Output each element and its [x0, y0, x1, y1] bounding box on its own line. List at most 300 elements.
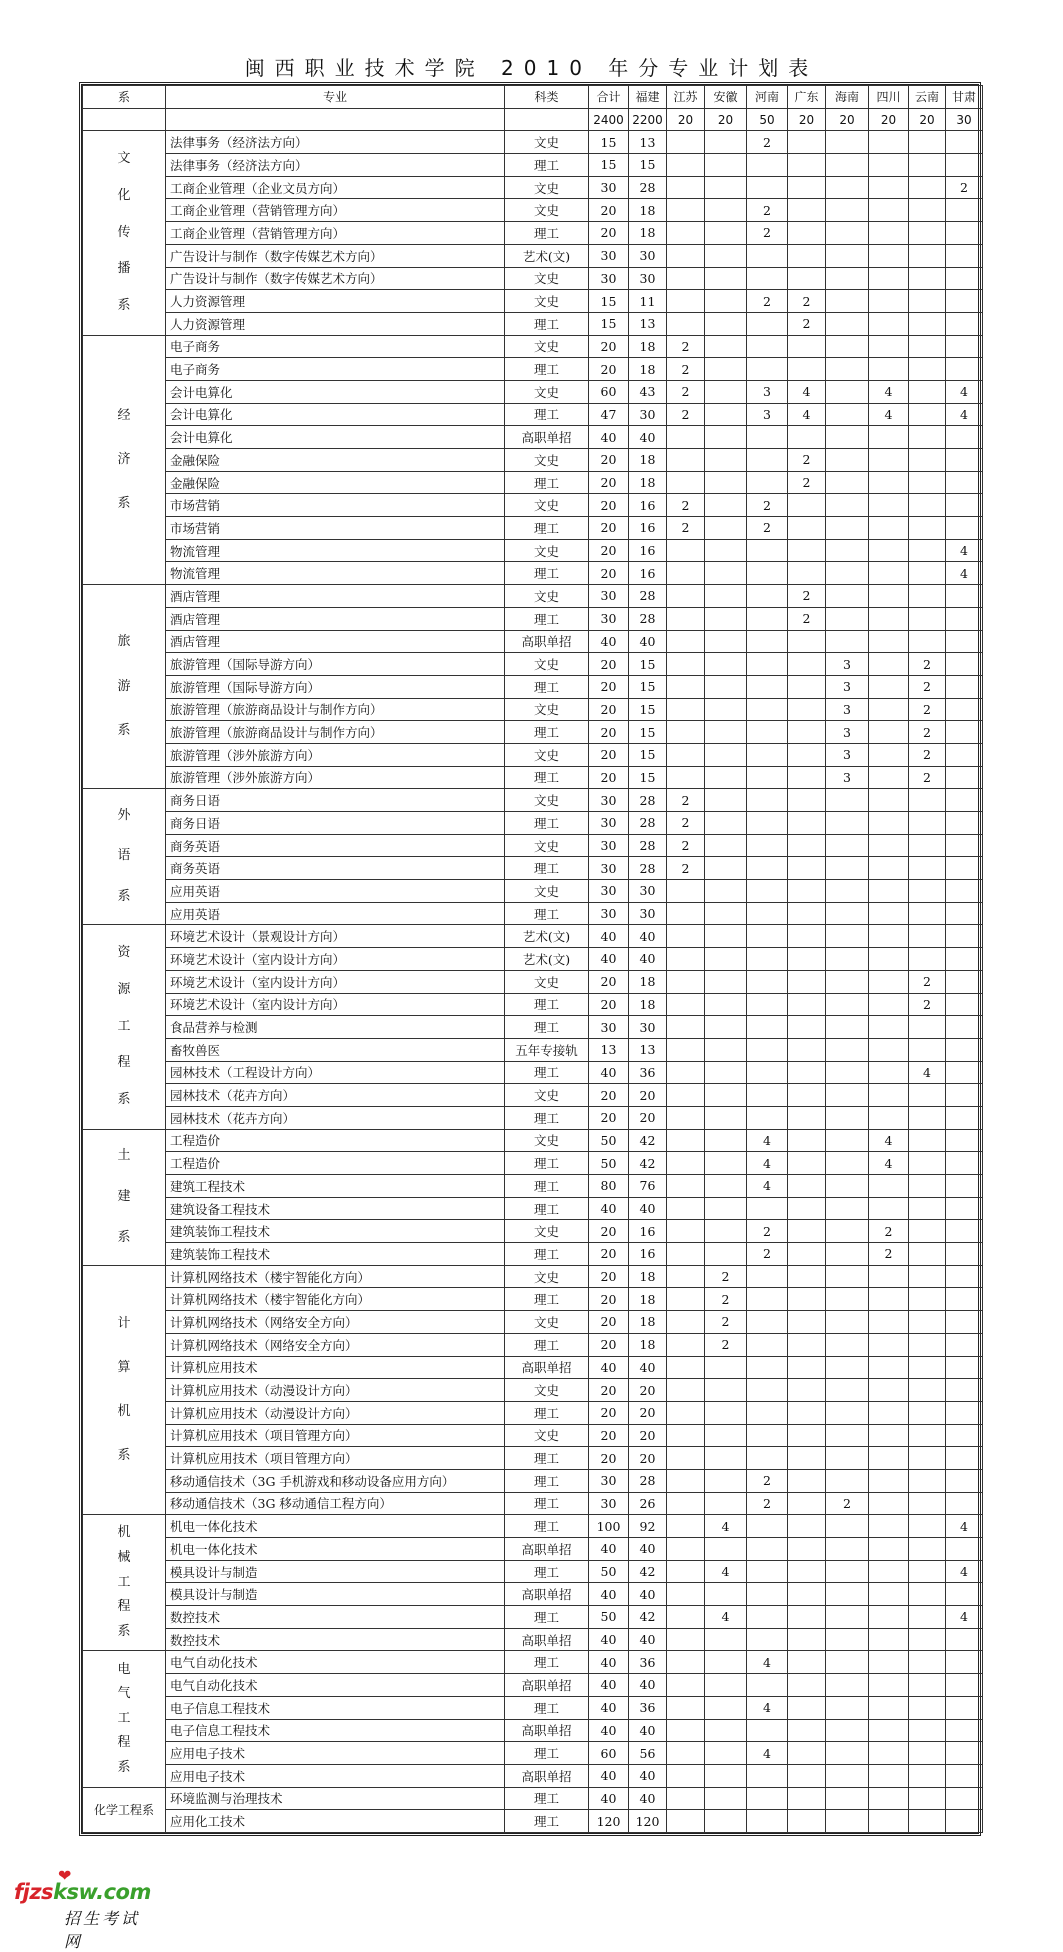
province-quota-cell — [869, 607, 909, 630]
province-quota-cell — [869, 789, 909, 812]
province-quota-cell: 2 — [869, 1220, 909, 1243]
province-quota-cell: 3 — [826, 675, 869, 698]
province-quota-cell: 2 — [909, 743, 946, 766]
province-quota-cell: 2 — [747, 199, 788, 222]
table-row — [83, 358, 983, 381]
province-quota-cell — [826, 1469, 869, 1492]
province-quota-cell — [826, 1311, 869, 1334]
total-cell: 13 — [589, 1038, 629, 1061]
total-cell: 20 — [589, 675, 629, 698]
province-quota-cell — [705, 1583, 747, 1606]
province-quota-cell — [826, 176, 869, 199]
province-quota-cell — [869, 1560, 909, 1583]
total-cell: 60 — [589, 380, 629, 403]
province-quota-cell — [705, 585, 747, 608]
province-quota-cell: 13 — [629, 131, 667, 154]
department-cell — [83, 1515, 166, 1651]
province-quota-cell — [946, 222, 983, 245]
province-quota-cell — [869, 743, 909, 766]
province-quota-cell — [667, 902, 705, 925]
province-quota-cell — [826, 1606, 869, 1629]
province-quota-cell — [747, 1288, 788, 1311]
department-char: 系 — [117, 1092, 131, 1108]
province-quota-cell — [826, 335, 869, 358]
province-quota-cell — [788, 1288, 826, 1311]
province-quota-cell — [946, 1447, 983, 1470]
province-quota-cell: 40 — [629, 1764, 667, 1787]
province-quota-cell — [869, 244, 909, 267]
province-quota-cell — [705, 743, 747, 766]
total-cell: 47 — [589, 403, 629, 426]
province-quota-cell — [788, 1175, 826, 1198]
province-quota-cell — [788, 1401, 826, 1424]
table-row — [83, 766, 983, 789]
province-quota-cell — [946, 585, 983, 608]
province-quota-cell — [667, 675, 705, 698]
category-cell: 理工 — [505, 471, 589, 494]
province-quota-cell — [946, 925, 983, 948]
province-quota-cell — [869, 1628, 909, 1651]
category-cell: 理工 — [505, 1560, 589, 1583]
total-cell: 20 — [589, 562, 629, 585]
province-quota-cell — [909, 426, 946, 449]
major-cell: 商务英语 — [166, 857, 505, 880]
province-quota-cell — [946, 290, 983, 313]
province-quota-cell — [869, 698, 909, 721]
province-quota-cell: 18 — [629, 1265, 667, 1288]
province-quota-cell — [946, 471, 983, 494]
province-quota-cell — [869, 449, 909, 472]
province-quota-cell — [826, 358, 869, 381]
province-quota-cell — [788, 244, 826, 267]
major-cell: 工程造价 — [166, 1129, 505, 1152]
category-cell: 高职单招 — [505, 1719, 589, 1742]
province-quota-cell: 2 — [667, 857, 705, 880]
category-cell: 理工 — [505, 358, 589, 381]
major-cell: 计算机网络技术（网络安全方向） — [166, 1333, 505, 1356]
major-cell: 会计电算化 — [166, 426, 505, 449]
province-quota-cell — [909, 403, 946, 426]
province-quota-cell: 40 — [629, 1628, 667, 1651]
province-quota-cell — [788, 335, 826, 358]
province-quota-cell: 15 — [629, 721, 667, 744]
province-quota-cell — [747, 1016, 788, 1039]
province-quota-cell — [788, 176, 826, 199]
province-quota-cell: 40 — [629, 1787, 667, 1810]
category-cell: 理工 — [505, 1447, 589, 1470]
table-row — [83, 1787, 983, 1810]
province-quota-cell — [826, 517, 869, 540]
province-quota-cell — [946, 131, 983, 154]
total-cell: 50 — [589, 1560, 629, 1583]
province-quota-cell — [705, 1106, 747, 1129]
province-quota-cell — [826, 1674, 869, 1697]
province-quota-cell — [909, 1379, 946, 1402]
total-cell: 20 — [589, 970, 629, 993]
province-quota-cell — [826, 925, 869, 948]
province-quota-cell — [869, 335, 909, 358]
department-char: 机 — [117, 1404, 131, 1420]
total-cell: 20 — [589, 199, 629, 222]
province-quota-cell — [667, 1038, 705, 1061]
province-quota-cell: 4 — [869, 1129, 909, 1152]
province-quota-cell — [909, 471, 946, 494]
enrollment-plan-table-frame — [79, 82, 981, 1836]
total-cell: 40 — [589, 1628, 629, 1651]
province-quota-cell — [826, 1401, 869, 1424]
province-quota-cell — [946, 1674, 983, 1697]
province-quota-cell — [747, 630, 788, 653]
table-row — [83, 1515, 983, 1538]
province-quota-cell — [747, 1333, 788, 1356]
province-quota-cell — [705, 948, 747, 971]
province-quota-cell — [909, 358, 946, 381]
province-quota-cell — [869, 176, 909, 199]
province-quota-cell — [747, 653, 788, 676]
category-cell: 文史 — [505, 970, 589, 993]
province-quota-cell: 2 — [747, 290, 788, 313]
province-quota-cell: 2 — [909, 698, 946, 721]
province-quota-cell — [747, 1764, 788, 1787]
province-quota-cell — [667, 199, 705, 222]
province-quota-cell — [667, 948, 705, 971]
province-quota-cell — [946, 1492, 983, 1515]
province-quota-cell — [826, 562, 869, 585]
province-quota-cell — [747, 1401, 788, 1424]
department-char: 文 — [117, 151, 131, 167]
province-quota-cell — [788, 1583, 826, 1606]
province-quota-cell: 15 — [629, 743, 667, 766]
department-char: 气 — [117, 1686, 131, 1702]
province-quota-cell — [869, 1696, 909, 1719]
province-quota-cell — [826, 199, 869, 222]
table-row — [83, 1129, 983, 1152]
province-quota-cell — [747, 857, 788, 880]
province-quota-cell — [747, 358, 788, 381]
province-quota-cell: 4 — [869, 380, 909, 403]
province-quota-cell — [946, 154, 983, 177]
major-cell: 模具设计与制造 — [166, 1583, 505, 1606]
province-quota-cell — [869, 312, 909, 335]
province-quota-cell: 4 — [869, 403, 909, 426]
province-quota-cell — [909, 585, 946, 608]
province-quota-cell — [788, 789, 826, 812]
department-char: 系 — [117, 1623, 131, 1639]
province-quota-cell — [747, 244, 788, 267]
province-quota-cell — [788, 1674, 826, 1697]
province-quota-cell — [869, 1606, 909, 1629]
category-cell: 艺术(文) — [505, 948, 589, 971]
table-row — [83, 1401, 983, 1424]
category-cell: 文史 — [505, 449, 589, 472]
province-quota-cell — [747, 948, 788, 971]
table-row — [83, 131, 983, 154]
province-quota-cell — [747, 1538, 788, 1561]
province-quota-cell — [946, 1106, 983, 1129]
total-cell: 40 — [589, 630, 629, 653]
province-quota-cell: 20 — [629, 1084, 667, 1107]
province-quota-cell — [667, 244, 705, 267]
province-quota-cell: 2 — [788, 312, 826, 335]
major-cell: 畜牧兽医 — [166, 1038, 505, 1061]
province-quota-cell — [667, 1333, 705, 1356]
total-cell: 20 — [589, 1401, 629, 1424]
province-quota-cell — [826, 154, 869, 177]
major-cell: 园林技术（工程设计方向） — [166, 1061, 505, 1084]
major-cell: 电气自动化技术 — [166, 1651, 505, 1674]
province-quota-cell: 3 — [826, 743, 869, 766]
province-quota-cell: 2 — [705, 1288, 747, 1311]
province-quota-cell: 18 — [629, 222, 667, 245]
province-quota-cell — [869, 993, 909, 1016]
province-quota-cell — [788, 1038, 826, 1061]
table-row — [83, 834, 983, 857]
province-quota-cell — [826, 880, 869, 903]
province-quota-cell — [946, 1333, 983, 1356]
province-quota-cell — [667, 1651, 705, 1674]
province-quota-cell — [826, 1038, 869, 1061]
province-quota-cell — [667, 449, 705, 472]
province-quota-cell — [869, 1719, 909, 1742]
province-quota-cell — [909, 1084, 946, 1107]
total-cell: 40 — [589, 925, 629, 948]
table-row — [83, 290, 983, 313]
province-quota-cell — [667, 630, 705, 653]
province-quota-cell — [667, 1560, 705, 1583]
province-quota-cell: 2 — [667, 380, 705, 403]
total-cell: 40 — [589, 1061, 629, 1084]
province-quota-cell — [946, 449, 983, 472]
province-quota-cell — [946, 1016, 983, 1039]
province-quota-cell — [826, 1175, 869, 1198]
province-quota-cell — [869, 1492, 909, 1515]
major-cell: 人力资源管理 — [166, 290, 505, 313]
province-quota-cell — [909, 857, 946, 880]
province-quota-cell — [747, 1719, 788, 1742]
province-quota-cell: 40 — [629, 925, 667, 948]
province-quota-cell — [705, 789, 747, 812]
category-cell: 理工 — [505, 1288, 589, 1311]
major-cell: 计算机网络技术（网络安全方向） — [166, 1311, 505, 1334]
province-quota-cell — [946, 721, 983, 744]
province-quota-cell — [946, 267, 983, 290]
province-quota-cell — [909, 1447, 946, 1470]
province-quota-cell — [869, 154, 909, 177]
province-quota-cell — [869, 812, 909, 835]
major-cell: 电子商务 — [166, 358, 505, 381]
province-quota-cell — [747, 471, 788, 494]
province-quota-cell — [788, 1719, 826, 1742]
province-quota-cell — [705, 721, 747, 744]
province-quota-cell — [909, 1288, 946, 1311]
province-quota-cell — [909, 1469, 946, 1492]
major-cell: 计算机应用技术（项目管理方向） — [166, 1424, 505, 1447]
total-cell: 15 — [589, 290, 629, 313]
province-quota-cell — [788, 267, 826, 290]
province-quota-cell — [909, 222, 946, 245]
total-cell: 40 — [589, 1197, 629, 1220]
province-quota-cell: 42 — [629, 1560, 667, 1583]
province-quota-cell: 2 — [667, 834, 705, 857]
province-quota-cell — [705, 1220, 747, 1243]
total-cell: 30 — [589, 244, 629, 267]
province-quota-cell — [909, 494, 946, 517]
province-quota-cell — [909, 1764, 946, 1787]
province-quota-cell — [826, 630, 869, 653]
table-row — [83, 585, 983, 608]
province-quota-cell: 30 — [629, 880, 667, 903]
department-char: 系 — [117, 1229, 131, 1245]
province-quota-cell — [869, 1016, 909, 1039]
province-quota-cell: 4 — [946, 1515, 983, 1538]
major-cell: 金融保险 — [166, 471, 505, 494]
province-quota-cell — [667, 743, 705, 766]
province-quota-cell: 42 — [629, 1606, 667, 1629]
province-quota-cell — [667, 1311, 705, 1334]
province-quota-cell: 18 — [629, 358, 667, 381]
province-quota-cell — [667, 1492, 705, 1515]
province-quota-cell — [705, 222, 747, 245]
province-quota-cell — [788, 1106, 826, 1129]
major-cell: 应用电子技术 — [166, 1742, 505, 1765]
major-cell: 旅游管理（旅游商品设计与制作方向） — [166, 721, 505, 744]
table-row — [83, 607, 983, 630]
province-quota-cell — [788, 1538, 826, 1561]
category-cell: 理工 — [505, 562, 589, 585]
province-quota-cell: 2 — [826, 1492, 869, 1515]
province-quota-cell — [869, 766, 909, 789]
province-quota-cell — [909, 1038, 946, 1061]
province-quota-cell: 40 — [629, 1719, 667, 1742]
province-quota-cell — [788, 358, 826, 381]
province-quota-cell — [747, 902, 788, 925]
province-quota-cell — [946, 789, 983, 812]
header-province: 安徽 — [705, 86, 747, 109]
province-quota-cell — [788, 154, 826, 177]
total-value: 20 — [667, 108, 705, 131]
total-cell: 40 — [589, 1356, 629, 1379]
province-quota-cell — [788, 743, 826, 766]
province-quota-cell — [705, 993, 747, 1016]
province-quota-cell — [705, 766, 747, 789]
page-title: 闽西职业技术学院 2010 年分专业计划表 — [244, 56, 819, 80]
province-quota-cell — [667, 1379, 705, 1402]
province-quota-cell — [869, 494, 909, 517]
province-quota-cell — [946, 1628, 983, 1651]
province-quota-cell — [747, 335, 788, 358]
province-quota-cell — [705, 1084, 747, 1107]
major-cell: 工商企业管理（营销管理方向） — [166, 222, 505, 245]
province-quota-cell: 4 — [946, 539, 983, 562]
department-char: 计 — [117, 1315, 131, 1331]
province-quota-cell — [826, 1016, 869, 1039]
total-value: 30 — [946, 108, 983, 131]
table-row — [83, 1696, 983, 1719]
table-row — [83, 1356, 983, 1379]
province-quota-cell — [747, 1197, 788, 1220]
province-quota-cell — [826, 131, 869, 154]
table-row — [83, 857, 983, 880]
table-row — [83, 1061, 983, 1084]
table-row — [83, 1311, 983, 1334]
category-cell: 文史 — [505, 1424, 589, 1447]
province-quota-cell — [667, 1265, 705, 1288]
province-quota-cell — [909, 244, 946, 267]
province-quota-cell — [869, 1538, 909, 1561]
province-quota-cell — [788, 1469, 826, 1492]
major-cell: 旅游管理（国际导游方向） — [166, 653, 505, 676]
province-quota-cell — [667, 585, 705, 608]
table-row — [83, 426, 983, 449]
province-quota-cell — [667, 1469, 705, 1492]
major-cell: 电气自动化技术 — [166, 1674, 505, 1697]
total-cell: 40 — [589, 426, 629, 449]
province-quota-cell — [788, 199, 826, 222]
province-quota-cell — [747, 675, 788, 698]
category-cell: 文史 — [505, 380, 589, 403]
province-quota-cell — [667, 154, 705, 177]
province-quota-cell — [826, 290, 869, 313]
major-cell: 广告设计与制作（数字传媒艺术方向） — [166, 244, 505, 267]
province-quota-cell: 4 — [747, 1742, 788, 1765]
province-quota-cell — [667, 607, 705, 630]
department-char: 播 — [117, 261, 131, 277]
province-quota-cell — [909, 902, 946, 925]
major-cell: 计算机应用技术（动漫设计方向） — [166, 1379, 505, 1402]
province-quota-cell — [788, 222, 826, 245]
province-quota-cell: 28 — [629, 789, 667, 812]
major-cell: 酒店管理 — [166, 585, 505, 608]
province-quota-cell: 4 — [788, 380, 826, 403]
province-quota-cell — [869, 290, 909, 313]
province-quota-cell — [909, 1538, 946, 1561]
major-cell: 商务英语 — [166, 834, 505, 857]
province-quota-cell — [788, 494, 826, 517]
province-quota-cell — [747, 1265, 788, 1288]
department-char: 程 — [117, 1055, 131, 1071]
table-row — [83, 517, 983, 540]
province-quota-cell — [747, 154, 788, 177]
province-quota-cell — [946, 630, 983, 653]
total-cell: 50 — [589, 1152, 629, 1175]
province-quota-cell: 36 — [629, 1061, 667, 1084]
province-quota-cell: 16 — [629, 494, 667, 517]
total-cell: 40 — [589, 1651, 629, 1674]
province-quota-cell — [667, 539, 705, 562]
province-quota-cell — [747, 607, 788, 630]
major-cell: 旅游管理（涉外旅游方向） — [166, 743, 505, 766]
table-row — [83, 267, 983, 290]
province-quota-cell — [869, 358, 909, 381]
province-quota-cell: 16 — [629, 1220, 667, 1243]
province-quota-cell — [909, 1424, 946, 1447]
province-quota-cell: 4 — [747, 1651, 788, 1674]
province-quota-cell — [826, 857, 869, 880]
province-quota-cell — [667, 1628, 705, 1651]
category-cell: 文史 — [505, 834, 589, 857]
category-cell: 理工 — [505, 993, 589, 1016]
province-quota-cell — [667, 562, 705, 585]
province-quota-cell — [946, 1220, 983, 1243]
major-cell: 市场营销 — [166, 517, 505, 540]
major-cell: 应用英语 — [166, 902, 505, 925]
province-quota-cell — [946, 1810, 983, 1833]
province-quota-cell — [826, 1764, 869, 1787]
province-quota-cell — [946, 358, 983, 381]
total-cell: 20 — [589, 1447, 629, 1470]
province-quota-cell — [946, 1742, 983, 1765]
province-quota-cell — [826, 834, 869, 857]
